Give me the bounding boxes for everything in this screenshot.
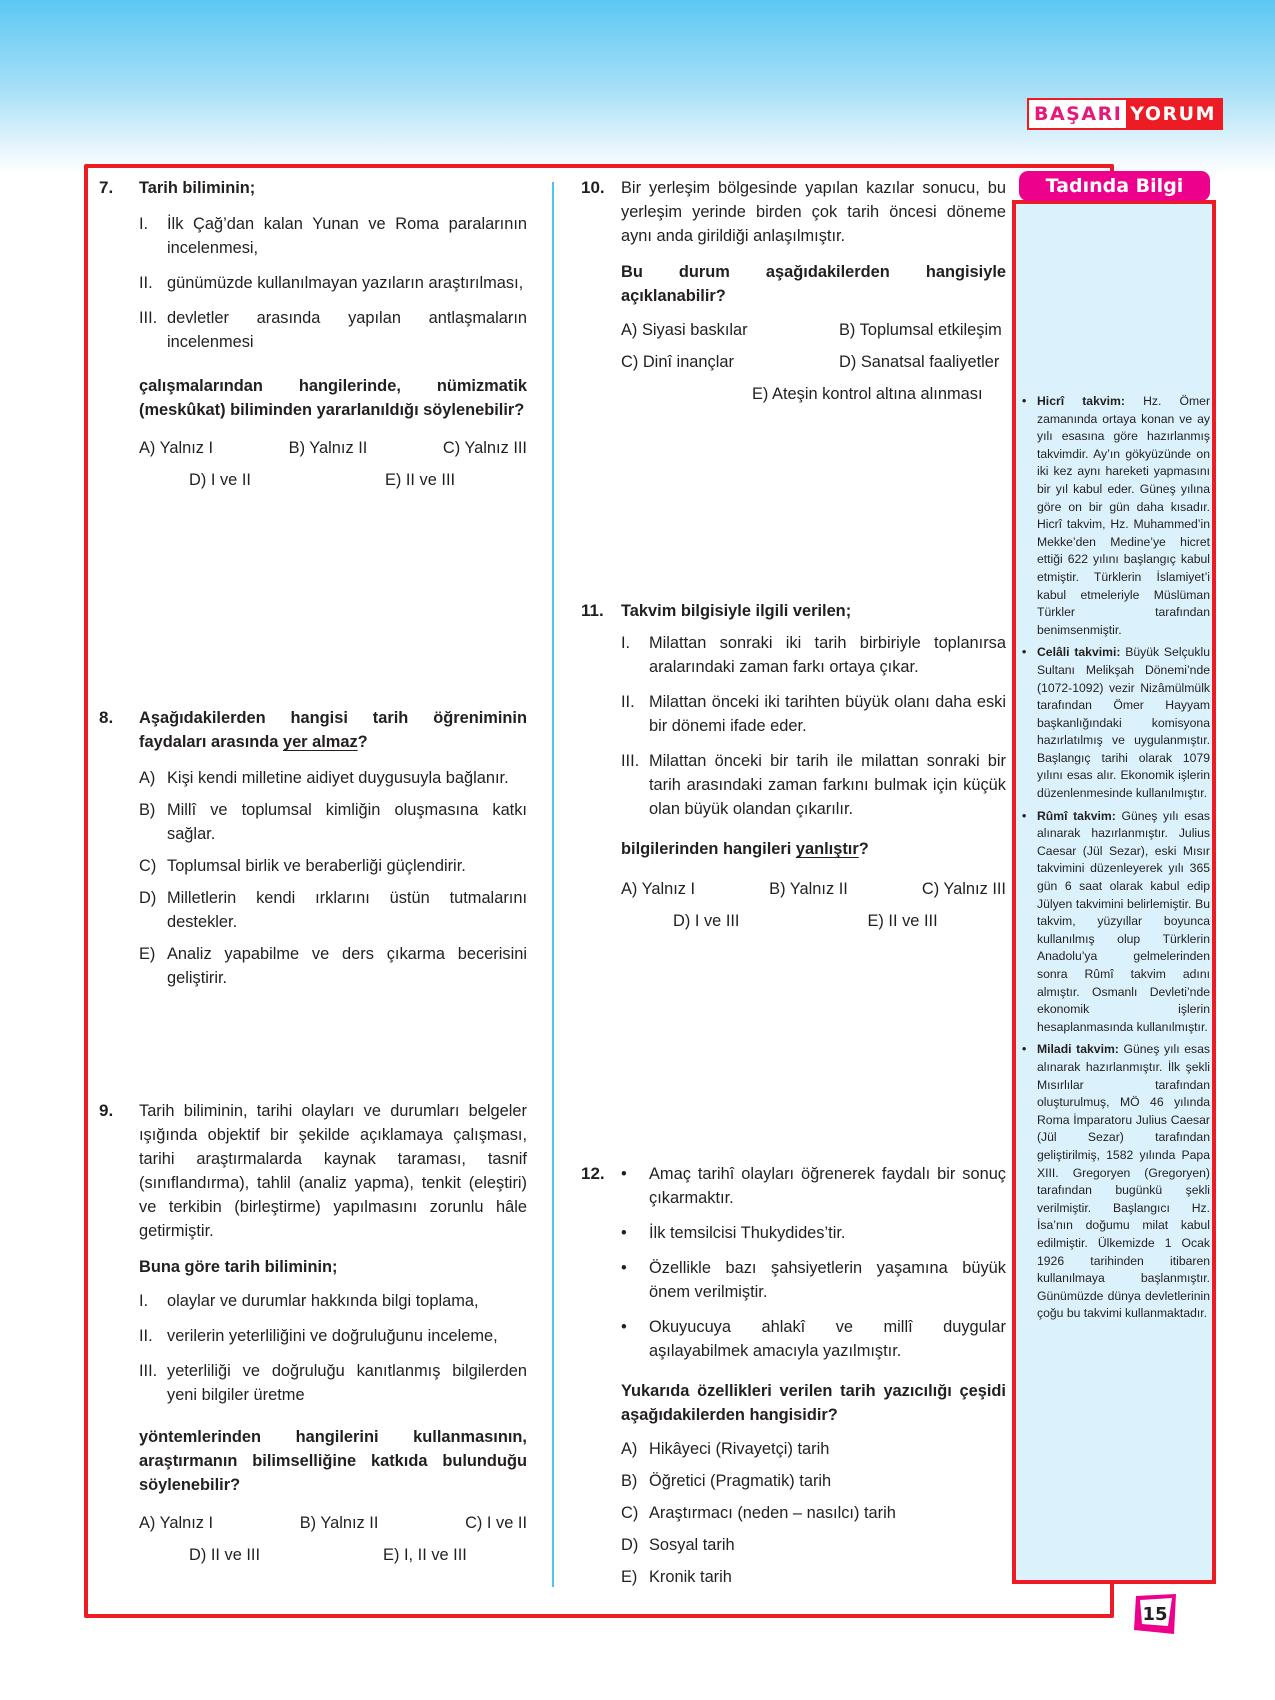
statement-item: III. yeterliliği ve doğruluğu kanıtlanmış bilgilerden yeni bilgiler üretme [139,1362,527,1404]
question-prompt: Yukarıda özellikleri verilen tarih yazıcılığı çeşidi aşağıdakilerden hangisidir? [621,1382,1006,1424]
answer-option-c[interactable]: C) Dinî inançlar [621,353,734,371]
sidebar-item-celali [1020,644,1210,802]
sidebar-item-rumi [1020,808,1210,1037]
brand-logo [1027,98,1223,130]
answer-option-a[interactable]: A) Kişi kendi milletine aidiyet duygusuyla bağlanır. [139,769,509,787]
sidebar-item-hicri [1020,393,1210,639]
emphasis-underlined: yanlıştır [795,840,859,858]
brand-logo-part1: BAŞARI [1029,100,1126,128]
bullet-icon: • [621,1318,627,1336]
answer-option-b[interactable]: B) Millî ve toplumsal kimliğin oluşmasına katkı sağlar. [139,801,527,843]
answer-option-a[interactable]: A) Yalnız I [621,880,696,898]
question-stem: Buna göre tarih biliminin; [139,1258,338,1276]
question-9 [99,1099,527,1575]
question-stem: Aşağıdakilerden hangisi tarih öğreniminin faydaları arasında yer almaz? [139,709,527,751]
answer-option-e[interactable]: E) II ve III [384,471,456,489]
sidebar-item-text: Büyük Selçuklu Sultanı Melikşah Dönemi’nde (1072-1092) vezir Nizâmülmülk tarafından Ömer Hayyam başkanlığındaki komisyona hazırlatılmış ve uygulanmıştır. Başlangıç tarihi olarak 1079 yılını esas alır. Ekonomik işlerin düzenlenmesinde kullanılmıştır. [1037,645,1210,801]
answer-option-a[interactable]: A) Yalnız I [139,1514,214,1532]
answer-option-d[interactable]: D) Sosyal tarih [621,1536,735,1554]
question-10 [581,176,1006,414]
statement-item: I. İlk Çağ’dan kalan Yunan ve Roma paralarının incelenmesi, [139,215,527,257]
bullet-icon: • [1022,1042,1027,1057]
statement-item: II. Milattan önceki iki tarihten büyük olanı daha eski bir dönemi ifade eder. [621,693,1006,735]
sidebar-item-term: Miladi takvim: [1037,1042,1119,1057]
statement-item: II. verilerin yeterliliğini ve doğruluğunu inceleme, [139,1327,498,1345]
answer-option-d[interactable]: D) Milletlerin kendi ırklarını üstün tutmalarını destekler. [139,889,527,931]
question-12 [581,1162,1006,1597]
question-number: 8. [99,708,114,727]
statement-item: I. olaylar ve durumlar hakkında bilgi toplama, [139,1292,479,1310]
answer-option-e[interactable]: E) I, II ve III [383,1546,467,1564]
feature-bullet: • Okuyucuya ahlakî ve millî duygular aşılayabilmek amacıyla yazılmıştır. [621,1315,1006,1363]
question-prompt: yöntemlerinden hangilerini kullanmasının, araştırmanın bilimselliğine katkıda bulunduğu söylenebilir? [139,1428,527,1494]
answer-option-c[interactable]: C) Toplumsal birlik ve beraberliği güçlendirir. [139,857,466,875]
question-number: 9. [99,1101,114,1120]
answer-option-b[interactable]: B) Yalnız II [288,439,368,457]
statement-item: III. devletler arasında yapılan antlaşmaların incelenmesi [139,309,527,351]
question-number: 7. [99,178,114,197]
question-number: 11. [581,601,604,620]
question-prompt: çalışmalarından hangilerinde, nümizmatik (meskûkat) biliminden yararlanıldığı söylenebilir? [139,377,527,419]
answer-option-a[interactable]: A) Siyasi baskılar [621,321,748,339]
answer-option-d[interactable]: D) I ve III [673,912,740,930]
column-divider [552,182,554,1587]
answer-option-c[interactable]: C) I ve II [465,1514,527,1532]
bullet-icon: • [1022,808,1027,823]
answer-option-d[interactable]: D) II ve III [189,1546,261,1564]
sidebar-item-text: Güneş yılı esas alınarak hazırlanmıştır. Julius Caesar (Jül Sezar), eski Mısır takvimini düzenleyerek yılı 365 gün 6 saat olarak kabul edip Jülyen takvimini belirlemiştir. Bu takvim, yüzyıllar boyunca kullanılmış olup Türklerin Anadolu’ya gelmelerinden sonra Rûmî takvim adını almıştır. Osmanlı Devleti’nde ekonomik işlerin hesaplanmasında kullanılmıştır. [1037,808,1211,1034]
sidebar-item-text: Hz. Ömer zamanında ortaya konan ve ay yılı esasına göre hazırlanmış takvimdir. Ay’ın gökyüzünde on iki kez aynı hareketi yapmasını bir yıl kabul eder. Güneş yılına göre on bir gün daha kısadır. Hicrî takvim, Hz. Muhammed’in Mekke’den Medine’ye hicret ettiği 622 yılını başlangıç kabul etmiştir. Türklerin İslamiyet’i kabul etmeleriyle Müslüman Türkler tarafından benimsenmiştir. [1037,394,1211,637]
answer-option-c[interactable]: C) Araştırmacı (neden – nasılcı) tarih [621,1504,896,1522]
page-number-badge [1132,1594,1178,1638]
statement-item: II. günümüzde kullanılmayan yazıların araştırılması, [139,274,524,292]
question-7 [99,176,527,500]
sidebar-item-term: Hicrî takvim: [1037,394,1125,408]
answer-option-b[interactable]: B) Toplumsal etkileşim [839,321,1002,339]
answer-option-b[interactable]: B) Yalnız II [299,1514,379,1532]
answer-option-a[interactable]: A) Hikâyeci (Rivayetçi) tarih [621,1440,830,1458]
answer-option-d[interactable]: D) Sanatsal faaliyetler [839,353,1000,371]
answer-option-e[interactable]: E) Analiz yapabilme ve ders çıkarma becerisini geliştirir. [139,945,527,987]
question-8 [99,706,527,998]
question-stem: Tarih biliminin; [139,179,256,197]
question-paragraph: Tarih biliminin, tarihi olayları ve durumları belgeler ışığında objektif bir şekilde açıklamaya çalışması, tarihi araştırmalarda kaynak taraması, tasnif (sınıflandırma), tahlil (analiz yapma), tenkit (eleştiri) ve terkibin (birleştirme) yapılmasını zorunlu hâle getirmiştir. [139,1102,527,1240]
answer-option-e[interactable]: E) Ateşin kontrol altına alınması [752,385,983,403]
question-stem: Takvim bilgisiyle ilgili verilen; [621,602,852,620]
sidebar-item-term: Celâli takvimi: [1037,645,1121,660]
answer-option-c[interactable]: C) Yalnız III [921,880,1006,898]
bullet-icon: • [621,1259,627,1277]
brand-logo-part2: YORUM [1126,100,1221,128]
answer-option-e[interactable]: E) II ve III [867,912,938,930]
bullet-icon: • [621,1224,627,1242]
sidebar-item-term: Rûmî takvim: [1037,808,1116,823]
statement-item: III. Milattan önceki bir tarih ile milattan sonraki bir tarih arasındaki zaman farkını bulmak için küçük olan büyük olandan çıkarılır. [621,752,1006,818]
info-sidebar-content [1020,393,1210,1328]
sidebar-item-miladi [1020,1041,1210,1323]
feature-bullet: • Amaç tarihî olayları öğrenerek faydalı bir sonuç çıkarmaktır. [621,1162,1006,1210]
answer-option-a[interactable]: A) Yalnız I [139,439,214,457]
question-paragraph: Bir yerleşim bölgesinde yapılan kazılar sonucu, bu yerleşim yerinde birden çok tarih öncesi döneme aynı anda girildiği anlaşılmıştır. [621,179,1006,245]
question-prompt: Bu durum aşağıdakilerden hangisiyle açıklanabilir? [621,263,1006,305]
bullet-icon: • [621,1165,627,1183]
question-number: 12. [581,1164,605,1183]
bullet-icon: • [1022,645,1027,660]
answer-option-d[interactable]: D) I ve II [189,471,251,489]
info-sidebar-title: Tadında Bilgi [1019,171,1210,201]
feature-bullet: • İlk temsilcisi Thukydides’tir. [621,1221,1006,1245]
answer-option-c[interactable]: C) Yalnız III [442,439,527,457]
answer-option-e[interactable]: E) Kronik tarih [621,1568,732,1586]
question-prompt: bilgilerinden hangileri yanlıştır? [621,840,869,858]
emphasis-underlined: yer almaz [282,733,358,751]
statement-item: I. Milattan sonraki iki tarih birbiriyle toplanırsa aralarındaki zaman farkı ortaya çıkar. [621,634,1006,676]
answer-option-b[interactable]: B) Öğretici (Pragmatik) tarih [621,1472,832,1490]
sidebar-item-text: Güneş yılı esas alınarak hazırlanmıştır. İlk şekli Mısırlılar tarafından oluşturulmuş, MÖ 46 yılında Roma İmparatoru Julius Caesar (Jül Sezar) tarafından geliştirilmiş, 1582 yılında Papa XIII. Gregoryen (Gregoryen) tarafından bugünkü şekli verilmiştir. Başlangıcı Hz. İsa’nın doğumu milat kabul edilmiştir. Ülkemizde 1 Ocak 1926 tarihinden itibaren kullanılmaya başlanmıştır. Günümüzde dünya devletlerinin çoğu bu takvimi kullanmaktadır. [1037,1042,1211,1321]
feature-bullet: • Özellikle bazı şahsiyetlerin yaşamına büyük önem verilmiştir. [621,1256,1006,1304]
answer-option-b[interactable]: B) Yalnız II [769,880,848,898]
question-number: 10. [581,178,605,197]
question-11 [581,599,1006,941]
bullet-icon: • [1022,394,1027,408]
page-number: 15 [1142,1604,1168,1625]
